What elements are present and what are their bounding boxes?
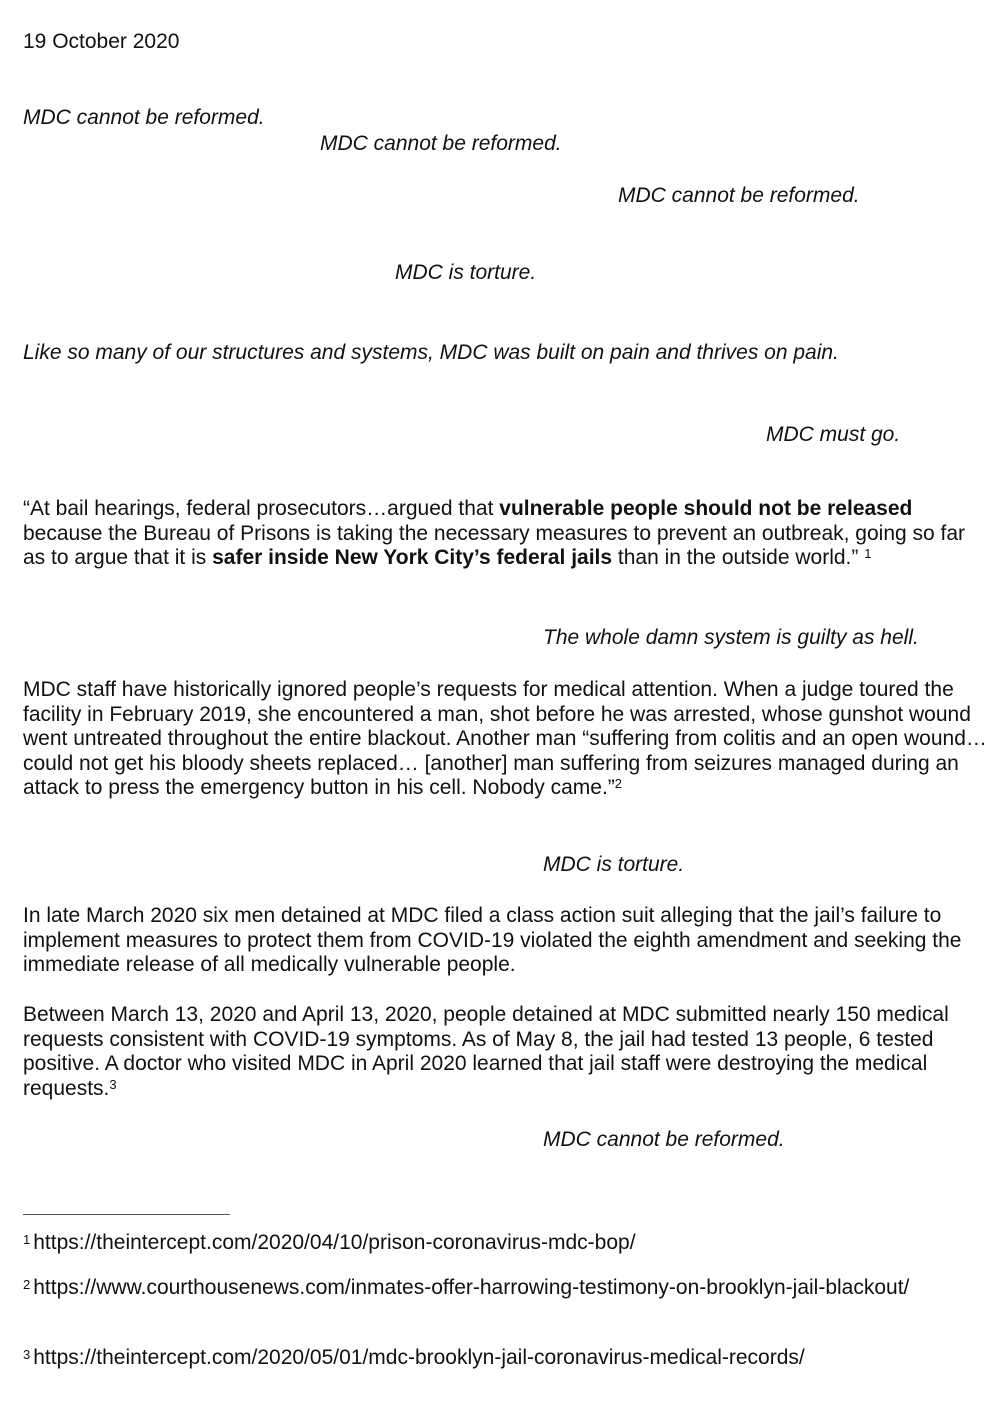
footnote-ref-2[interactable]: 2 <box>614 776 623 792</box>
refrain-is-torture-2: MDC is torture. <box>543 853 685 876</box>
refrain-is-torture-1: MDC is torture. <box>395 261 537 284</box>
quote-bold-1: vulnerable people should not be released <box>499 497 913 520</box>
footnote-number: 1 <box>23 1232 31 1247</box>
refrain-cannot-be-reformed-3: MDC cannot be reformed. <box>618 184 860 207</box>
footnote-number: 3 <box>23 1347 31 1362</box>
quote-paragraph <box>23 497 993 571</box>
medical-requests-paragraph <box>23 1003 993 1101</box>
footnote-number: 2 <box>23 1277 31 1292</box>
footnote-2 <box>23 1276 963 1301</box>
quote-text-3: than in the outside world.” <box>612 546 865 570</box>
refrain-must-go: MDC must go. <box>766 423 901 446</box>
footnote-1 <box>23 1231 963 1256</box>
refrain-cannot-be-reformed-2: MDC cannot be reformed. <box>320 132 562 155</box>
quote-text-2: because the Bureau of Prisons is taking the necessary measures to prevent an outbreak, going so far as to argue that it is <box>23 521 966 570</box>
footnote-divider <box>23 1214 230 1215</box>
footnote-link-1[interactable]: https://theintercept.com/2020/04/10/prison-coronavirus-mdc-bop/ <box>33 1231 636 1254</box>
footnote-ref-3[interactable]: 3 <box>109 1076 117 1092</box>
footnote-link-2[interactable]: https://www.courthousenews.com/inmates-offer-harrowing-testimony-on-brooklyn-jail-blackout/ <box>33 1276 910 1299</box>
refrain-system-guilty: The whole damn system is guilty as hell. <box>543 626 919 649</box>
footnote-3 <box>23 1346 963 1371</box>
footnote-link-3[interactable]: https://theintercept.com/2020/05/01/mdc-brooklyn-jail-coronavirus-medical-records/ <box>33 1346 805 1369</box>
medical-requests-text: Between March 13, 2020 and April 13, 2020, people detained at MDC submitted nearly 150 medical requests consistent with COVID-19 symptoms. As of May 8, the jail had tested 13 people, 6 tested positive. A doctor who visited MDC in April 2020 learned that jail staff were destroying the medical requests. <box>23 1003 949 1100</box>
refrain-built-on-pain: Like so many of our structures and systems, MDC was built on pain and thrives on pain. <box>23 341 839 364</box>
document-date: 19 October 2020 <box>23 30 180 53</box>
medical-neglect-text: MDC staff have historically ignored people’s requests for medical attention. When a judge toured the facility in February 2019, she encountered a man, shot before he was arrested, whose gunshot wound went untreated throughout the entire blackout. Another man “suffering from colitis and an open wound…could not get his bloody sheets replaced… [another] man suffering from seizures managed during an attack to press the emergency button in his cell. Nobody came.” <box>23 678 987 800</box>
class-action-paragraph <box>23 904 993 978</box>
footnote-ref-1[interactable]: 1 <box>864 546 872 562</box>
quote-bold-2: safer inside New York City’s federal jails <box>212 546 613 570</box>
refrain-cannot-be-reformed-4: MDC cannot be reformed. <box>543 1128 785 1151</box>
medical-neglect-paragraph <box>23 678 993 801</box>
class-action-text: In late March 2020 six men detained at MDC filed a class action suit alleging that the jail’s failure to implement measures to protect them from COVID-19 violated the eighth amendment and seeking the immediate release of all medically vulnerable people. <box>23 904 962 977</box>
refrain-cannot-be-reformed-1: MDC cannot be reformed. <box>23 106 265 129</box>
quote-text-1: “At bail hearings, federal prosecutors…argued that <box>23 497 500 520</box>
